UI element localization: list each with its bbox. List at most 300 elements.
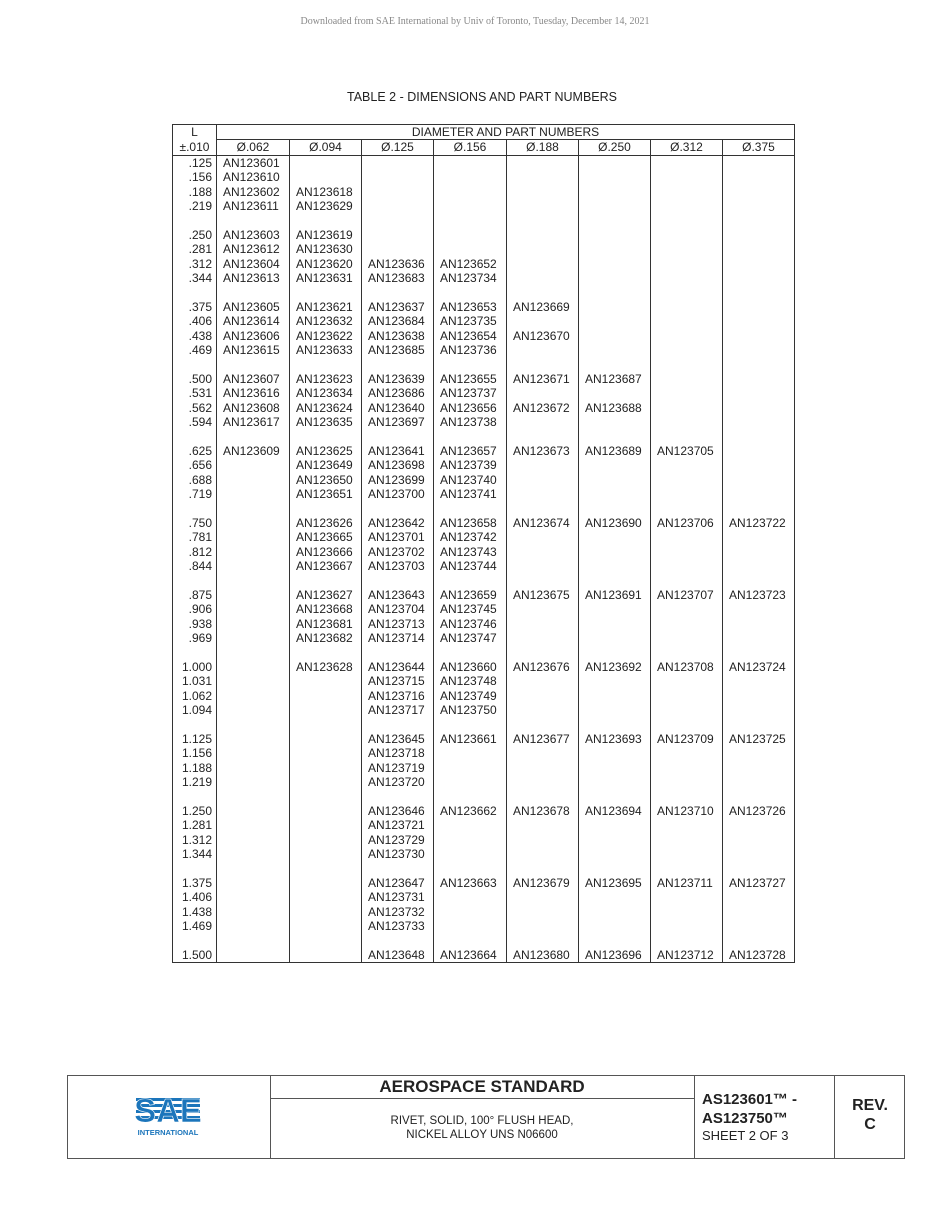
spacer-cell <box>651 862 723 876</box>
spacer-cell <box>723 862 795 876</box>
dimensions-table <box>172 124 795 963</box>
part-number-cell <box>217 847 290 861</box>
part-number-cell <box>723 242 795 256</box>
part-number-cell: AN123617 <box>217 415 290 429</box>
part-number-cell: AN123660 <box>434 660 507 674</box>
revision-label: REV. <box>852 1097 888 1114</box>
part-number-cell: AN123612 <box>217 242 290 256</box>
part-number-cell: AN123664 <box>434 948 507 963</box>
part-number-cell <box>507 689 579 703</box>
part-number-cell: AN123606 <box>217 329 290 343</box>
spacer-cell <box>173 862 217 876</box>
spacer-cell <box>290 646 362 660</box>
table-row <box>173 905 795 919</box>
part-number-cell: AN123656 <box>434 401 507 415</box>
spacer-cell <box>173 790 217 804</box>
part-number-cell: AN123607 <box>217 372 290 386</box>
part-number-cell <box>217 919 290 933</box>
part-number-cell: AN123661 <box>434 732 507 746</box>
spacer-cell <box>217 718 290 732</box>
table-row <box>173 314 795 328</box>
part-number-cell: AN123623 <box>290 372 362 386</box>
part-number-cell: AN123725 <box>723 732 795 746</box>
spacer-cell <box>651 718 723 732</box>
part-number-cell <box>723 314 795 328</box>
part-number-cell <box>723 905 795 919</box>
table-row <box>173 516 795 530</box>
part-number-cell: AN123693 <box>579 732 651 746</box>
spacer-cell <box>434 718 507 732</box>
part-number-cell <box>217 818 290 832</box>
part-number-cell <box>507 919 579 933</box>
spacer-cell <box>434 574 507 588</box>
spacer-cell <box>290 285 362 299</box>
part-number-cell: AN123698 <box>362 458 434 472</box>
part-number-cell <box>723 559 795 573</box>
part-number-cell: AN123676 <box>507 660 579 674</box>
table-row <box>173 228 795 242</box>
spacer-cell <box>362 790 434 804</box>
part-number-cell <box>290 775 362 789</box>
part-number-cell <box>507 545 579 559</box>
part-number-cell <box>651 703 723 717</box>
table-row <box>173 703 795 717</box>
document-number: AS123750™ <box>702 1110 788 1127</box>
part-number-cell: AN123717 <box>362 703 434 717</box>
part-number-cell: AN123749 <box>434 689 507 703</box>
part-number-cell: AN123730 <box>362 847 434 861</box>
part-number-cell <box>651 314 723 328</box>
part-number-cell: AN123632 <box>290 314 362 328</box>
spacer-cell <box>579 790 651 804</box>
spacer-cell <box>290 429 362 443</box>
part-number-cell <box>290 732 362 746</box>
part-number-cell <box>507 415 579 429</box>
part-number-cell <box>723 401 795 415</box>
part-number-cell: AN123683 <box>362 271 434 285</box>
part-number-cell: AN123601 <box>217 155 290 170</box>
spacer-cell <box>290 357 362 371</box>
part-number-cell <box>723 170 795 184</box>
part-number-cell: AN123608 <box>217 401 290 415</box>
part-number-cell <box>579 890 651 904</box>
part-number-cell: AN123670 <box>507 329 579 343</box>
spacer-cell <box>217 357 290 371</box>
part-number-cell <box>290 689 362 703</box>
length-cell: 1.062 <box>173 689 217 703</box>
part-number-cell: AN123705 <box>651 444 723 458</box>
part-number-cell <box>579 545 651 559</box>
part-number-cell: AN123604 <box>217 257 290 271</box>
part-number-cell: AN123746 <box>434 617 507 631</box>
length-cell: .156 <box>173 170 217 184</box>
part-number-cell <box>651 617 723 631</box>
spacer-cell <box>723 646 795 660</box>
spacer-row <box>173 357 795 371</box>
part-number-cell: AN123728 <box>723 948 795 963</box>
length-header: L <box>173 125 217 140</box>
header-row-1 <box>173 125 795 140</box>
length-cell: .562 <box>173 401 217 415</box>
part-number-cell <box>217 775 290 789</box>
length-cell: 1.312 <box>173 833 217 847</box>
table-row <box>173 170 795 184</box>
part-number-cell <box>723 890 795 904</box>
part-number-cell <box>290 761 362 775</box>
length-cell: .656 <box>173 458 217 472</box>
spacer-cell <box>434 790 507 804</box>
table-row <box>173 890 795 904</box>
length-cell: 1.031 <box>173 674 217 688</box>
part-number-cell <box>723 199 795 213</box>
part-number-cell <box>217 487 290 501</box>
part-number-cell: AN123709 <box>651 732 723 746</box>
part-number-cell <box>507 343 579 357</box>
title-block <box>67 1075 905 1159</box>
spacer-cell <box>723 934 795 948</box>
spacer-cell <box>173 574 217 588</box>
spacer-cell <box>290 574 362 588</box>
part-number-cell: AN123657 <box>434 444 507 458</box>
table-row <box>173 588 795 602</box>
part-number-cell <box>507 833 579 847</box>
spacer-cell <box>173 285 217 299</box>
length-cell: 1.469 <box>173 919 217 933</box>
description-line: NICKEL ALLOY UNS N06600 <box>406 1129 558 1141</box>
table-row <box>173 386 795 400</box>
spacer-cell <box>507 862 579 876</box>
part-number-cell: AN123685 <box>362 343 434 357</box>
part-number-cell: AN123732 <box>362 905 434 919</box>
table-body <box>173 155 795 963</box>
part-number-cell <box>579 314 651 328</box>
part-number-cell: AN123715 <box>362 674 434 688</box>
document-number-cell <box>694 1076 835 1158</box>
part-number-cell: AN123719 <box>362 761 434 775</box>
part-number-cell: AN123690 <box>579 516 651 530</box>
length-cell: 1.344 <box>173 847 217 861</box>
part-number-cell: AN123737 <box>434 386 507 400</box>
part-number-cell: AN123714 <box>362 631 434 645</box>
length-cell: 1.219 <box>173 775 217 789</box>
part-number-cell <box>507 631 579 645</box>
part-number-cell <box>507 185 579 199</box>
spacer-cell <box>579 646 651 660</box>
part-number-cell: AN123652 <box>434 257 507 271</box>
part-number-cell <box>579 905 651 919</box>
length-cell: .969 <box>173 631 217 645</box>
table-row <box>173 415 795 429</box>
table-row <box>173 329 795 343</box>
part-number-cell <box>723 444 795 458</box>
spacer-cell <box>723 718 795 732</box>
part-number-cell: AN123686 <box>362 386 434 400</box>
part-number-cell <box>290 919 362 933</box>
part-number-cell <box>434 890 507 904</box>
header-row-2 <box>173 140 795 155</box>
spacer-cell <box>651 574 723 588</box>
spacer-row <box>173 862 795 876</box>
part-number-cell: AN123679 <box>507 876 579 890</box>
part-number-cell <box>723 847 795 861</box>
table-row <box>173 155 795 170</box>
part-number-cell: AN123745 <box>434 602 507 616</box>
part-number-cell <box>579 746 651 760</box>
part-number-cell <box>434 155 507 170</box>
part-number-cell <box>579 242 651 256</box>
part-number-cell <box>651 847 723 861</box>
length-cell: .219 <box>173 199 217 213</box>
part-number-cell <box>579 300 651 314</box>
table-title: TABLE 2 - DIMENSIONS AND PART NUMBERS <box>347 90 617 104</box>
spacer-cell <box>362 574 434 588</box>
revision-value: C <box>864 1116 876 1133</box>
table-row <box>173 401 795 415</box>
length-cell: .344 <box>173 271 217 285</box>
diameter-header: Ø.250 <box>579 140 651 155</box>
part-number-cell: AN123722 <box>723 516 795 530</box>
part-number-cell: AN123614 <box>217 314 290 328</box>
sae-logo <box>134 1094 204 1140</box>
spacer-cell <box>217 574 290 588</box>
diameter-header: Ø.188 <box>507 140 579 155</box>
part-number-cell: AN123681 <box>290 617 362 631</box>
part-number-cell <box>362 228 434 242</box>
part-number-cell <box>723 473 795 487</box>
part-number-cell <box>290 948 362 963</box>
table-row <box>173 775 795 789</box>
part-number-cell: AN123665 <box>290 530 362 544</box>
part-number-cell <box>217 473 290 487</box>
part-number-cell: AN123648 <box>362 948 434 963</box>
part-number-cell <box>290 703 362 717</box>
part-number-cell: AN123691 <box>579 588 651 602</box>
spacer-row <box>173 285 795 299</box>
part-number-cell: AN123649 <box>290 458 362 472</box>
part-number-cell <box>651 170 723 184</box>
spacer-cell <box>434 285 507 299</box>
part-number-cell <box>579 257 651 271</box>
spacer-cell <box>173 213 217 227</box>
length-cell: 1.125 <box>173 732 217 746</box>
part-number-cell <box>723 689 795 703</box>
spacer-cell <box>434 934 507 948</box>
part-number-cell: AN123677 <box>507 732 579 746</box>
group-header: DIAMETER AND PART NUMBERS <box>217 125 795 140</box>
part-number-cell: AN123703 <box>362 559 434 573</box>
part-number-cell: AN123662 <box>434 804 507 818</box>
spacer-cell <box>651 429 723 443</box>
length-cell: .250 <box>173 228 217 242</box>
part-number-cell <box>290 876 362 890</box>
part-number-cell: AN123695 <box>579 876 651 890</box>
part-number-cell <box>217 674 290 688</box>
table-row <box>173 530 795 544</box>
part-number-cell <box>651 631 723 645</box>
part-number-cell <box>651 401 723 415</box>
part-number-cell <box>507 761 579 775</box>
spacer-cell <box>507 429 579 443</box>
part-number-cell: AN123718 <box>362 746 434 760</box>
spacer-cell <box>290 862 362 876</box>
spacer-cell <box>507 285 579 299</box>
spacer-cell <box>217 790 290 804</box>
part-number-cell <box>723 329 795 343</box>
spacer-cell <box>507 574 579 588</box>
part-number-cell <box>434 199 507 213</box>
length-cell: .531 <box>173 386 217 400</box>
length-cell: .375 <box>173 300 217 314</box>
spacer-cell <box>173 934 217 948</box>
part-number-cell: AN123658 <box>434 516 507 530</box>
part-number-cell <box>579 559 651 573</box>
table-row <box>173 746 795 760</box>
table-row <box>173 242 795 256</box>
part-number-cell: AN123739 <box>434 458 507 472</box>
spacer-cell <box>217 934 290 948</box>
part-number-cell: AN123700 <box>362 487 434 501</box>
spacer-cell <box>723 357 795 371</box>
part-number-cell: AN123645 <box>362 732 434 746</box>
table-row <box>173 185 795 199</box>
part-number-cell <box>507 746 579 760</box>
part-number-cell: AN123609 <box>217 444 290 458</box>
part-description <box>270 1114 694 1142</box>
part-number-cell <box>434 905 507 919</box>
length-cell: .594 <box>173 415 217 429</box>
part-number-cell <box>723 155 795 170</box>
part-number-cell <box>217 689 290 703</box>
part-number-cell <box>651 487 723 501</box>
part-number-cell <box>290 155 362 170</box>
part-number-cell: AN123720 <box>362 775 434 789</box>
logo-subtext: INTERNATIONAL <box>137 1128 199 1137</box>
part-number-cell <box>507 905 579 919</box>
part-number-cell <box>434 818 507 832</box>
length-cell: .406 <box>173 314 217 328</box>
part-number-cell: AN123627 <box>290 588 362 602</box>
part-number-cell <box>723 458 795 472</box>
spacer-cell <box>217 429 290 443</box>
part-number-cell <box>217 617 290 631</box>
part-number-cell <box>579 271 651 285</box>
table-row <box>173 372 795 386</box>
part-number-cell: AN123740 <box>434 473 507 487</box>
document-number: AS123601™ - <box>702 1091 798 1108</box>
part-number-cell: AN123671 <box>507 372 579 386</box>
spacer-row <box>173 934 795 948</box>
length-cell: 1.500 <box>173 948 217 963</box>
spacer-cell <box>579 285 651 299</box>
length-cell: .719 <box>173 487 217 501</box>
part-number-cell: AN123655 <box>434 372 507 386</box>
part-number-cell: AN123663 <box>434 876 507 890</box>
spacer-cell <box>362 862 434 876</box>
part-number-cell: AN123672 <box>507 401 579 415</box>
length-cell: .688 <box>173 473 217 487</box>
part-number-cell: AN123641 <box>362 444 434 458</box>
part-number-cell <box>507 617 579 631</box>
diameter-header: Ø.062 <box>217 140 290 155</box>
part-number-cell <box>579 761 651 775</box>
part-number-cell: AN123643 <box>362 588 434 602</box>
spacer-cell <box>362 285 434 299</box>
part-number-cell <box>362 199 434 213</box>
part-number-cell: AN123659 <box>434 588 507 602</box>
part-number-cell <box>651 905 723 919</box>
part-number-cell <box>507 530 579 544</box>
spacer-cell <box>362 429 434 443</box>
part-number-cell <box>290 890 362 904</box>
spacer-cell <box>434 429 507 443</box>
spacer-row <box>173 718 795 732</box>
table-row <box>173 761 795 775</box>
length-cell: 1.000 <box>173 660 217 674</box>
spacer-cell <box>507 718 579 732</box>
spacer-cell <box>290 718 362 732</box>
title-cell <box>270 1076 695 1158</box>
part-number-cell: AN123667 <box>290 559 362 573</box>
part-number-cell: AN123723 <box>723 588 795 602</box>
table-row <box>173 602 795 616</box>
spacer-cell <box>290 790 362 804</box>
part-number-cell: AN123622 <box>290 329 362 343</box>
part-number-cell <box>434 228 507 242</box>
part-number-cell: AN123625 <box>290 444 362 458</box>
table-row <box>173 559 795 573</box>
table-row <box>173 660 795 674</box>
spacer-cell <box>434 862 507 876</box>
spacer-cell <box>173 502 217 516</box>
spacer-cell <box>651 502 723 516</box>
spacer-cell <box>651 934 723 948</box>
part-number-cell <box>290 847 362 861</box>
part-number-cell <box>507 228 579 242</box>
part-number-cell <box>579 473 651 487</box>
table-row <box>173 631 795 645</box>
part-number-cell <box>579 631 651 645</box>
part-number-cell <box>217 746 290 760</box>
length-cell: .312 <box>173 257 217 271</box>
sae-logo-mark <box>134 1094 202 1129</box>
table-row <box>173 732 795 746</box>
diameter-header: Ø.125 <box>362 140 434 155</box>
part-number-cell <box>217 602 290 616</box>
table-row <box>173 804 795 818</box>
length-cell: .188 <box>173 185 217 199</box>
part-number-cell: AN123635 <box>290 415 362 429</box>
length-cell: .281 <box>173 242 217 256</box>
spacer-cell <box>173 718 217 732</box>
part-number-cell: AN123611 <box>217 199 290 213</box>
part-number-cell: AN123733 <box>362 919 434 933</box>
part-number-cell <box>217 948 290 963</box>
spacer-cell <box>507 213 579 227</box>
part-number-cell <box>579 818 651 832</box>
part-number-cell <box>651 530 723 544</box>
length-cell: .625 <box>173 444 217 458</box>
part-number-cell: AN123616 <box>217 386 290 400</box>
part-number-cell: AN123692 <box>579 660 651 674</box>
spacer-cell <box>362 357 434 371</box>
spacer-cell <box>290 502 362 516</box>
part-number-cell <box>579 617 651 631</box>
part-number-cell <box>290 818 362 832</box>
part-number-cell: AN123747 <box>434 631 507 645</box>
part-number-cell <box>579 775 651 789</box>
part-number-cell: AN123620 <box>290 257 362 271</box>
part-number-cell: AN123626 <box>290 516 362 530</box>
